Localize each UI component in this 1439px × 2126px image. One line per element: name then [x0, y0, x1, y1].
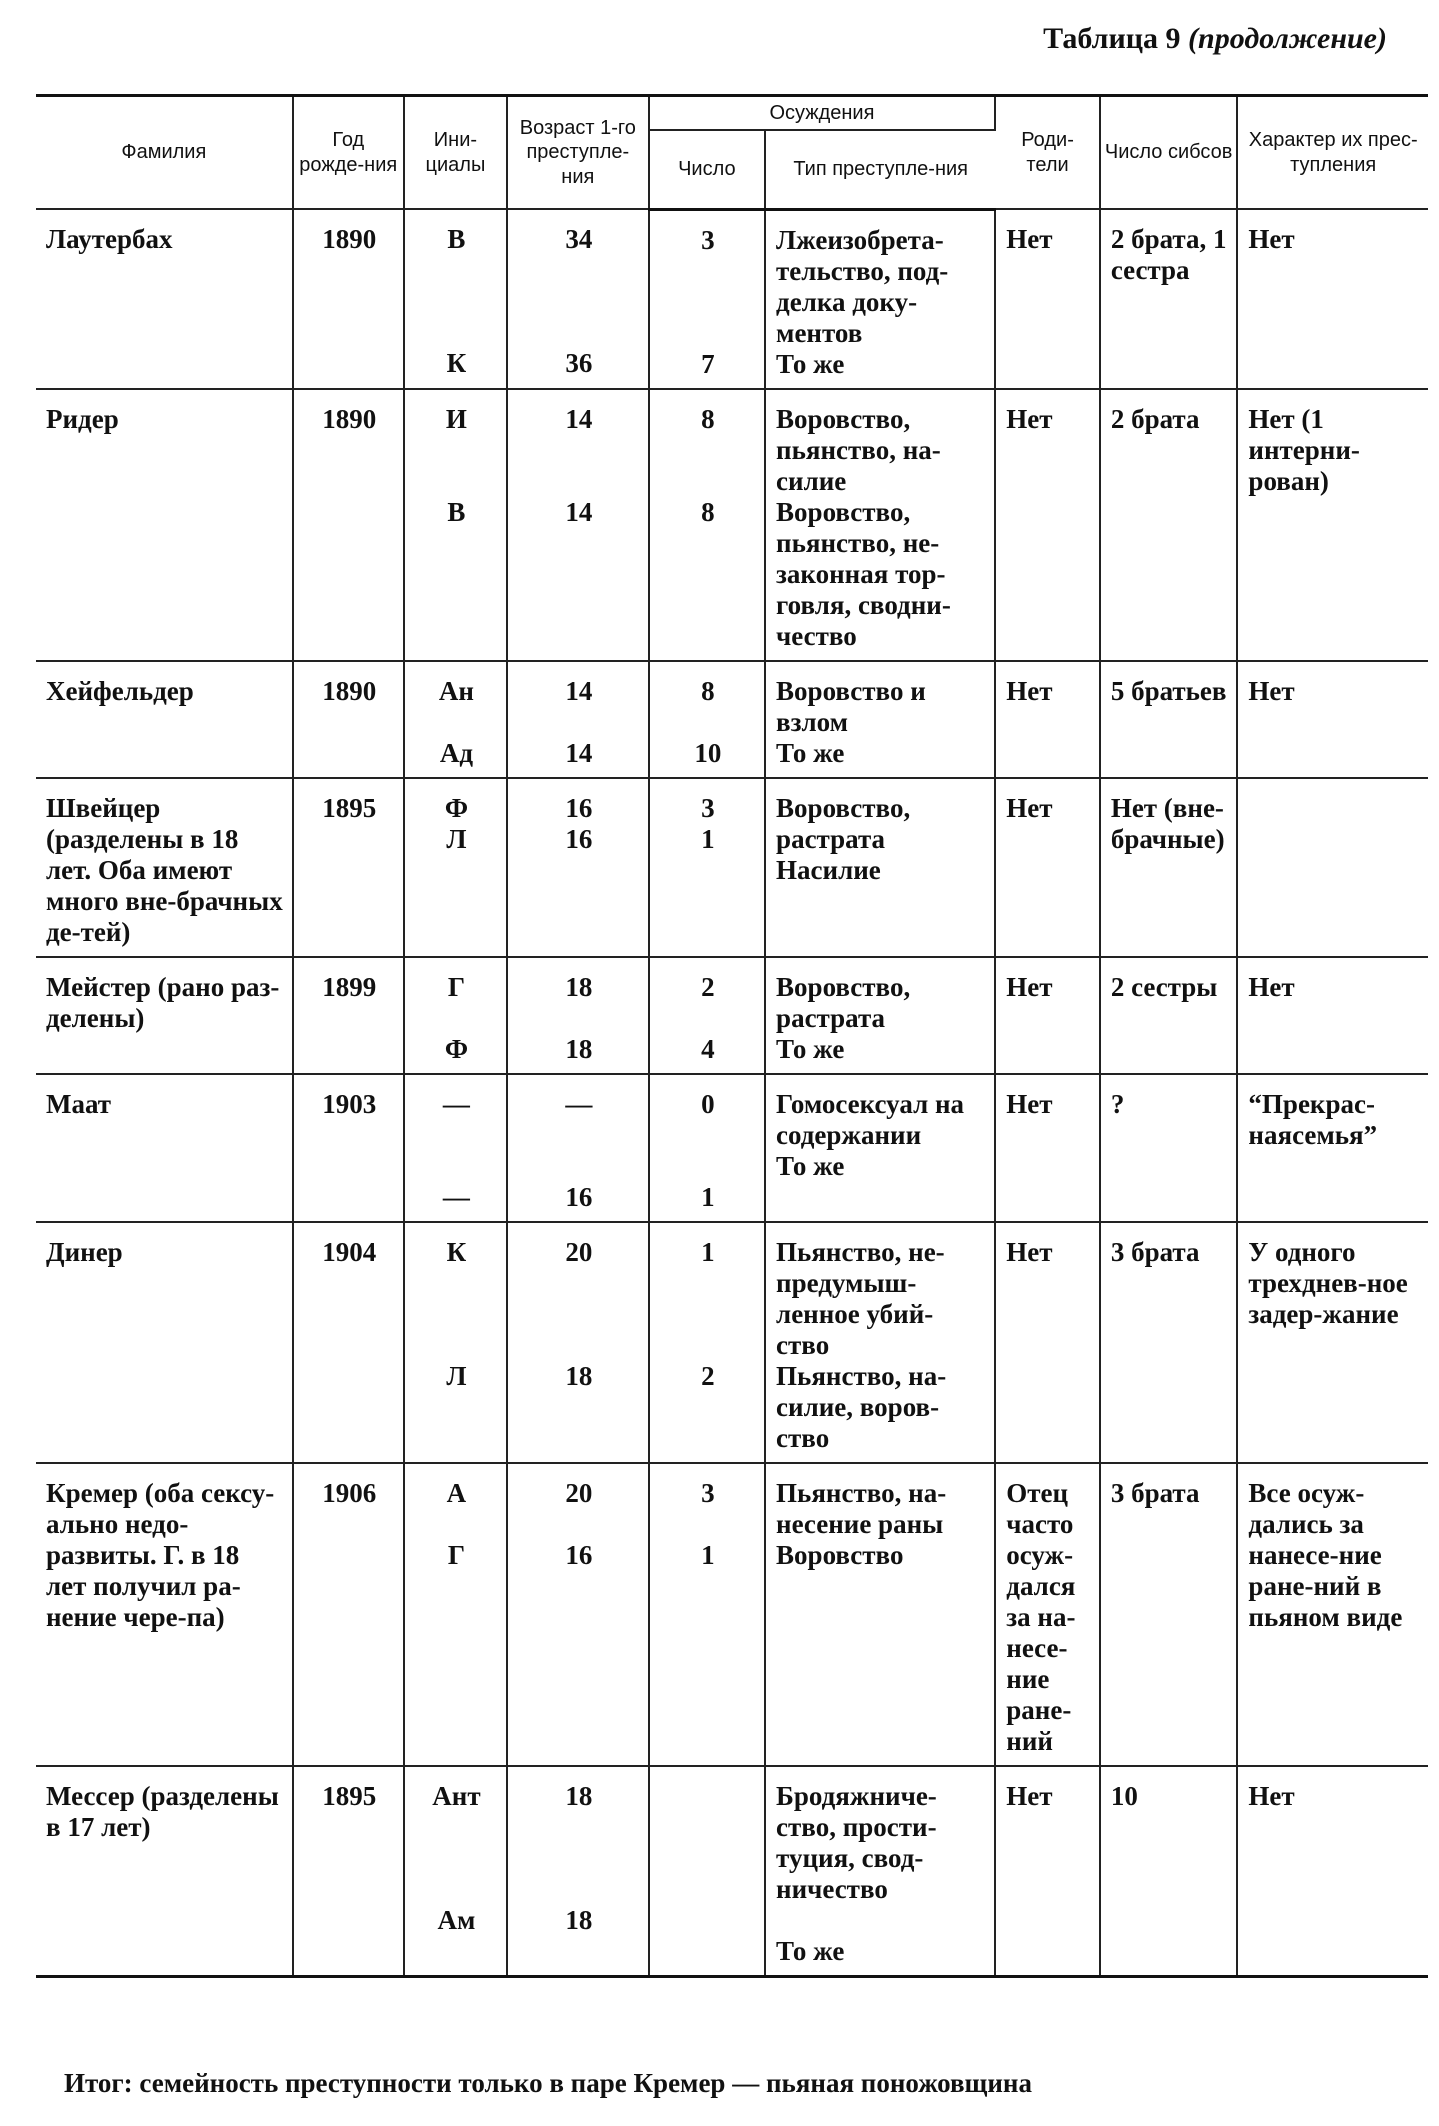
character-cell: Нет	[1237, 1766, 1428, 1977]
initial-2: Г	[447, 1539, 466, 1570]
character-cell: Все осуж-дались за нанесе-ние ране-ний в пьяном виде	[1237, 1463, 1428, 1766]
count-1: 3	[701, 224, 715, 255]
type-cell	[765, 661, 995, 778]
age-cell	[507, 661, 649, 778]
initials-cell	[404, 1222, 507, 1463]
initials-cell	[404, 1074, 507, 1222]
initial-1: В	[447, 224, 466, 255]
age-2: 16	[565, 1181, 593, 1212]
age-cell	[507, 209, 649, 389]
count-2: 1	[701, 823, 715, 854]
age-1: 20	[565, 1236, 593, 1267]
count-2: 2	[701, 1360, 715, 1391]
initial-1: Ф	[444, 792, 469, 823]
age-1: 18	[565, 971, 593, 1002]
initials-cell	[404, 957, 507, 1074]
character-cell: Нет	[1237, 209, 1428, 389]
type-2: Воровство, пьянство, не-законная тор-говля, сводни-чество	[776, 496, 951, 651]
table-row	[36, 209, 1428, 389]
type-cell	[765, 389, 995, 661]
count-cell	[649, 1222, 765, 1463]
surname-cell: Хейфельдер	[36, 661, 293, 778]
parents-cell: Нет	[995, 778, 1100, 957]
initial-2: Л	[446, 823, 467, 854]
age-cell	[507, 778, 649, 957]
initial-1: К	[446, 1236, 467, 1267]
type-cell	[765, 1766, 995, 1977]
age-1: 18	[565, 1780, 593, 1811]
table-row	[36, 1766, 1428, 1977]
count-2	[660, 1905, 756, 1936]
header-convictions: Осуждения	[649, 96, 996, 131]
count-2: 1	[701, 1181, 715, 1212]
character-cell: Нет	[1237, 661, 1428, 778]
initial-2: В	[447, 496, 466, 527]
initials-cell	[404, 661, 507, 778]
initials-cell	[404, 778, 507, 957]
siblings-cell: 3 брата	[1100, 1222, 1238, 1463]
table-title: Таблица 9	[1043, 22, 1181, 55]
type-1: Бродяжниче-ство, прости-туция, свод-ничество	[776, 1780, 937, 1904]
count-1: 0	[701, 1088, 715, 1119]
table-row	[36, 389, 1428, 661]
initial-2: К	[446, 348, 467, 379]
age-1: 16	[565, 792, 593, 823]
initial-1: Ан	[438, 675, 474, 706]
surname-cell: Ридер	[36, 389, 293, 661]
age-cell	[507, 1463, 649, 1766]
surname-cell: Лаутербах	[36, 209, 293, 389]
type-cell	[765, 957, 995, 1074]
age-cell	[507, 1074, 649, 1222]
table-row	[36, 957, 1428, 1074]
type-2: Насилие	[776, 854, 881, 885]
initials-cell	[404, 1463, 507, 1766]
surname-cell: Динер	[36, 1222, 293, 1463]
header-surname: Фамилия	[36, 96, 293, 210]
surname-cell: Маат	[36, 1074, 293, 1222]
count-cell	[649, 1074, 765, 1222]
siblings-cell: Нет (вне-брачные)	[1100, 778, 1238, 957]
type-2: То же	[776, 737, 845, 768]
age-2: 14	[565, 737, 593, 768]
header-initials: Ини-циалы	[404, 96, 507, 210]
character-cell: У одного трехднев-ное задер-жание	[1237, 1222, 1428, 1463]
type-cell	[765, 1074, 995, 1222]
year-cell: 1906	[293, 1463, 404, 1766]
parents-cell: Нет	[995, 957, 1100, 1074]
table-caption	[1043, 22, 1387, 56]
initial-2: Ад	[439, 737, 474, 768]
type-2: То же	[776, 1935, 845, 1966]
type-cell	[765, 1463, 995, 1766]
count-1: 1	[701, 1236, 715, 1267]
character-cell: Нет (1 интерни-рован)	[1237, 389, 1428, 661]
type-2: Воровство	[776, 1539, 904, 1570]
table-row	[36, 1074, 1428, 1222]
initial-2: Ф	[444, 1033, 469, 1064]
year-cell: 1903	[293, 1074, 404, 1222]
type-1: Пьянство, не-предумыш-ленное убий-ство	[776, 1236, 945, 1360]
year-cell: 1895	[293, 778, 404, 957]
parents-cell: Нет	[995, 389, 1100, 661]
type-2: То же	[776, 1033, 845, 1064]
type-1: Лжеизобрета-тельство, под-делка доку-ментов	[776, 224, 949, 348]
siblings-cell: 10	[1100, 1766, 1238, 1977]
count-cell	[649, 778, 765, 957]
type-2: То же	[776, 1150, 845, 1181]
type-1: Воровство, растрата	[776, 792, 911, 854]
surname-cell: Кремер (оба сексу-ально недо-развиты. Г. в 18 лет получил ра-нение чере-па)	[36, 1463, 293, 1766]
age-2: 36	[565, 348, 593, 379]
type-2: Пьянство, на-силие, воров-ство	[776, 1360, 947, 1453]
type-1: Воровство и взлом	[776, 675, 926, 737]
count-cell	[649, 661, 765, 778]
table-row	[36, 1222, 1428, 1463]
surname-cell: Швейцер (разделены в 18 лет. Оба имеют много вне-брачных де-тей)	[36, 778, 293, 957]
age-cell	[507, 957, 649, 1074]
type-cell	[765, 1222, 995, 1463]
header-conv-type: Тип преступле-ния	[765, 130, 995, 209]
parents-cell: Нет	[995, 209, 1100, 389]
count-2: 10	[694, 737, 722, 768]
initials-cell	[404, 389, 507, 661]
type-2: То же	[776, 348, 845, 379]
year-cell: 1890	[293, 389, 404, 661]
initials-cell	[404, 1766, 507, 1977]
initial-2: Л	[446, 1360, 467, 1391]
initial-1: И	[445, 403, 467, 434]
year-cell: 1890	[293, 661, 404, 778]
age-2: 14	[565, 496, 593, 527]
siblings-cell: 5 братьев	[1100, 661, 1238, 778]
siblings-cell: 2 сестры	[1100, 957, 1238, 1074]
count-2: 4	[701, 1033, 715, 1064]
character-cell: Нет	[1237, 957, 1428, 1074]
initial-1: Ант	[432, 1780, 481, 1811]
initial-2: Ам	[437, 1904, 476, 1935]
header-siblings: Число сибсов	[1100, 96, 1238, 210]
age-1: 20	[565, 1477, 593, 1508]
count-cell	[649, 389, 765, 661]
type-1: Пьянство, на-несение раны	[776, 1477, 947, 1539]
count-2: 8	[701, 496, 715, 527]
count-2: 1	[701, 1539, 715, 1570]
age-1: 34	[565, 224, 593, 255]
age-1: 14	[565, 403, 593, 434]
character-cell: “Прекрас-наясемья”	[1237, 1074, 1428, 1222]
type-1: Воровство, растрата	[776, 971, 911, 1033]
age-1: 14	[565, 675, 593, 706]
header-birth-year: Год рожде-ния	[293, 96, 404, 210]
surname-cell: Мессер (разделены в 17 лет)	[36, 1766, 293, 1977]
data-table	[36, 94, 1428, 1978]
parents-cell: Нет	[995, 1222, 1100, 1463]
count-1: 3	[701, 1477, 715, 1508]
table-row	[36, 778, 1428, 957]
type-1: Гомосексуал на содержании	[776, 1088, 965, 1150]
type-cell	[765, 778, 995, 957]
year-cell: 1895	[293, 1766, 404, 1977]
table-row	[36, 1463, 1428, 1766]
age-2: 18	[565, 1904, 593, 1935]
count-1: 3	[701, 792, 715, 823]
siblings-cell: 3 брата	[1100, 1463, 1238, 1766]
parents-cell: Нет	[995, 1074, 1100, 1222]
count-cell	[649, 957, 765, 1074]
count-1: 2	[701, 971, 715, 1002]
year-cell: 1890	[293, 209, 404, 389]
age-cell	[507, 1222, 649, 1463]
count-1: 8	[701, 403, 715, 434]
initials-cell	[404, 209, 507, 389]
header-first-age: Возраст 1-го преступле-ния	[507, 96, 649, 210]
age-cell	[507, 1766, 649, 1977]
type-cell	[765, 209, 995, 389]
count-cell	[649, 1766, 765, 1977]
table-row	[36, 661, 1428, 778]
count-cell	[649, 209, 765, 389]
siblings-cell: 2 брата, 1 сестра	[1100, 209, 1238, 389]
type-1: Воровство, пьянство, на-силие	[776, 403, 941, 496]
age-2: 16	[565, 823, 593, 854]
age-2: 16	[565, 1539, 593, 1570]
age-2: 18	[565, 1360, 593, 1391]
initial-1: Г	[447, 971, 466, 1002]
parents-cell: Отец часто осуж-дался за на-несе-ние ране-ний	[995, 1463, 1100, 1766]
siblings-cell: ?	[1100, 1074, 1238, 1222]
parents-cell: Нет	[995, 1766, 1100, 1977]
character-cell	[1237, 778, 1428, 957]
siblings-cell: 2 брата	[1100, 389, 1238, 661]
table-continuation: (продолжение)	[1188, 22, 1387, 55]
count-1	[660, 1781, 756, 1812]
age-1: —	[565, 1088, 593, 1119]
year-cell: 1904	[293, 1222, 404, 1463]
parents-cell: Нет	[995, 661, 1100, 778]
count-2: 7	[701, 348, 715, 379]
table-footnote: Итог: семейность преступности только в паре Кремер — пьяная поножовщина	[64, 2068, 1032, 2098]
count-cell	[649, 1463, 765, 1766]
count-1: 8	[701, 675, 715, 706]
surname-cell: Мейстер (рано раз-делены)	[36, 957, 293, 1074]
header-character: Характер их прес-тупления	[1237, 96, 1428, 210]
year-cell: 1899	[293, 957, 404, 1074]
header-conv-count: Число	[649, 130, 765, 209]
initial-1: А	[446, 1477, 467, 1508]
initial-1: —	[442, 1088, 470, 1119]
age-2: 18	[565, 1033, 593, 1064]
initial-2: —	[442, 1181, 470, 1212]
header-parents: Роди-тели	[995, 96, 1100, 210]
age-cell	[507, 389, 649, 661]
